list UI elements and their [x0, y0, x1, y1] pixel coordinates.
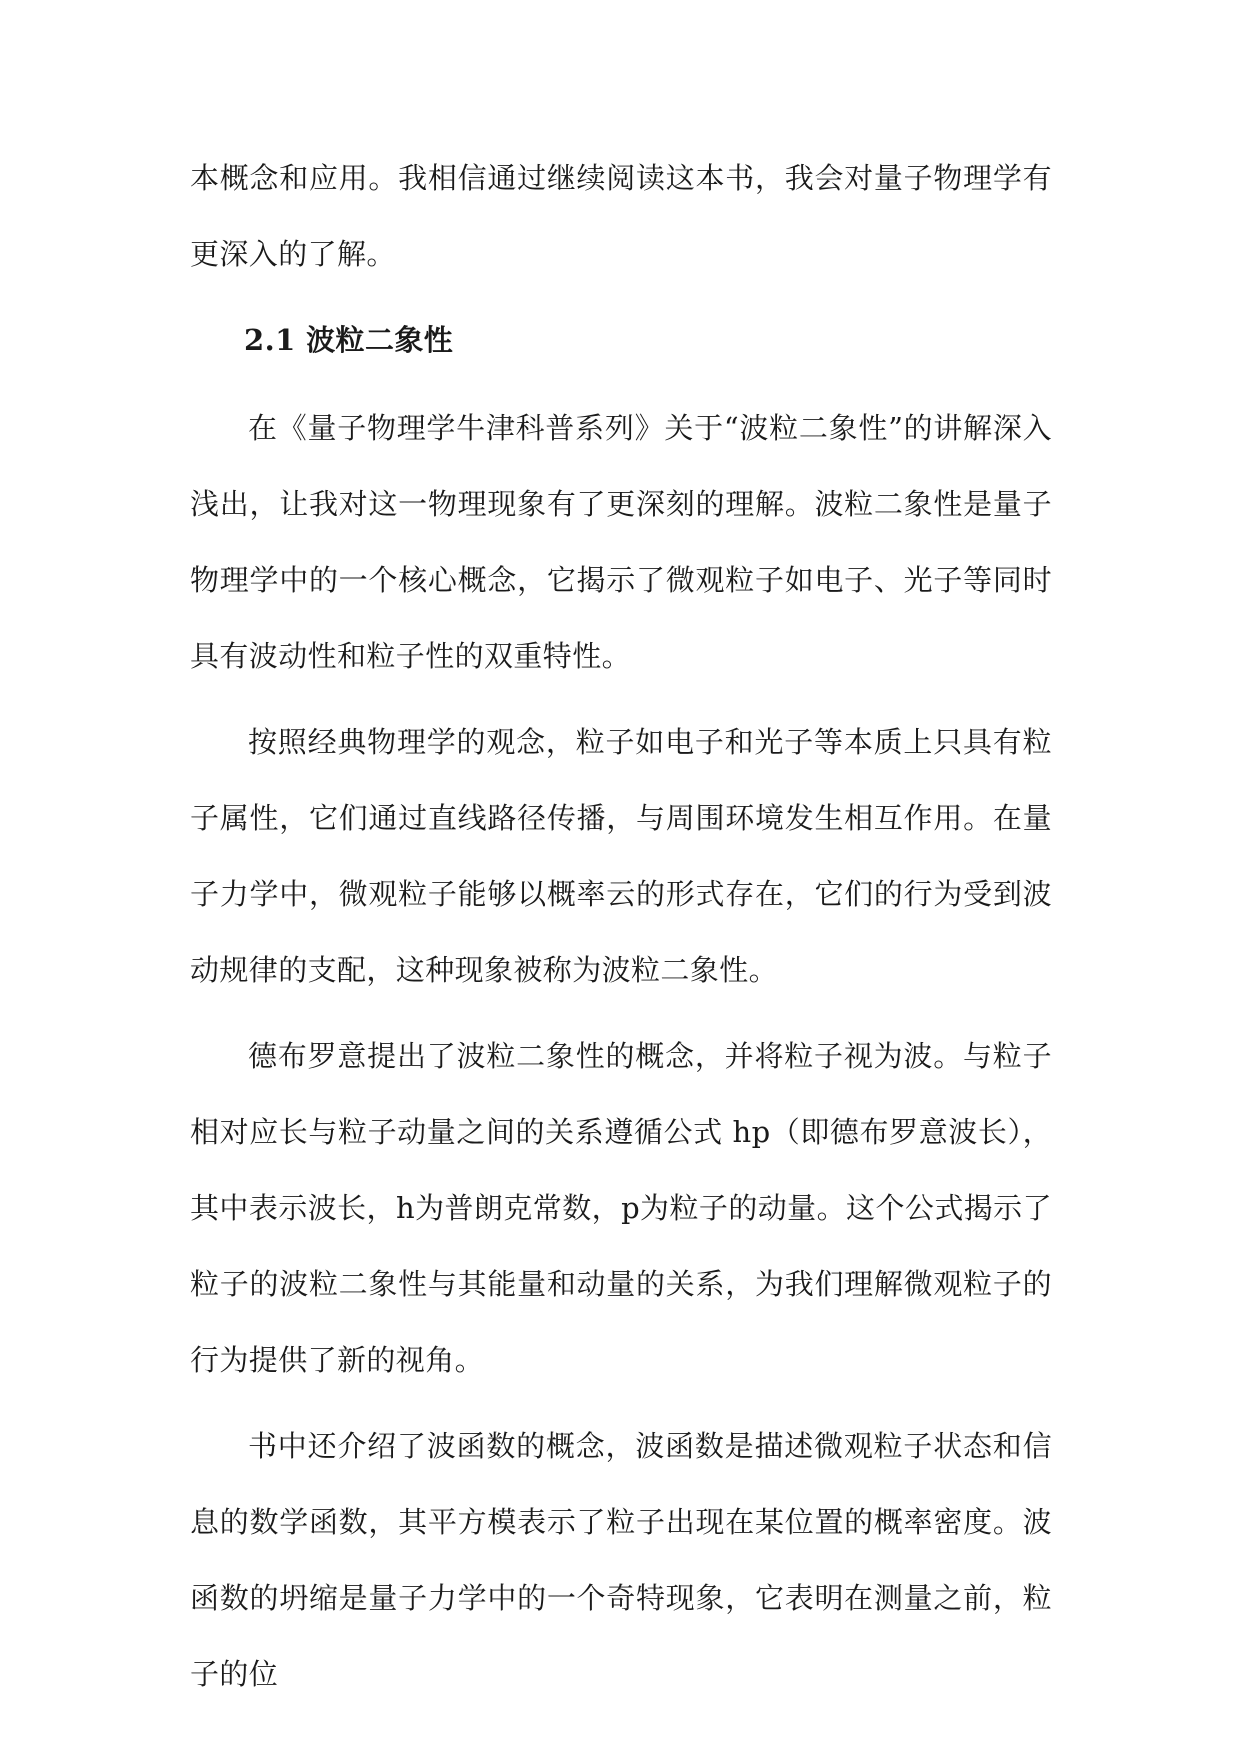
section-heading: 2.1 波粒二象性 — [244, 323, 454, 357]
paragraph-classical-vs-quantum: 按照经典物理学的观念，粒子如电子和光子等本质上只具有粒子属性，它们通过直线路径传播，与周围环境发生相互作用。在量子力学中，微观粒子能够以概率云的形式存在，它们的行为受到波动规律的支配，这种现象被称为波粒二象性。 — [190, 725, 1052, 987]
paragraph-wave-particle-intro: 在《量子物理学牛津科普系列》关于“波粒二象性”的讲解深入浅出，让我对这一物理现象有了更深刻的理解。波粒二象性是量子物理学中的一个核心概念，它揭示了微观粒子如电子、光子等同时具有波动性和粒子性的双重特性。 — [190, 411, 1052, 673]
document-body — [190, 140, 1052, 1722]
intro-paragraph: 本概念和应用。我相信通过继续阅读这本书，我会对量子物理学有更深入的了解。 — [190, 161, 1052, 271]
paragraph-de-broglie: 德布罗意提出了波粒二象性的概念，并将粒子视为波。与粒子相对应长与粒子动量之间的关系遵循公式 hp（即德布罗意波长），其中表示波长，h为普朗克常数，p为粒子的动量。这个公式揭示了粒子的波粒二象性与其能量和动量的关系，为我们理解微观粒子的行为提供了新的视角。 — [190, 1039, 1052, 1377]
paragraph-wave-function: 书中还介绍了波函数的概念，波函数是描述微观粒子状态和信息的数学函数，其平方模表示了粒子出现在某位置的概率密度。波函数的坍缩是量子力学中的一个奇特现象，它表明在测量之前，粒子的位 — [190, 1429, 1052, 1691]
